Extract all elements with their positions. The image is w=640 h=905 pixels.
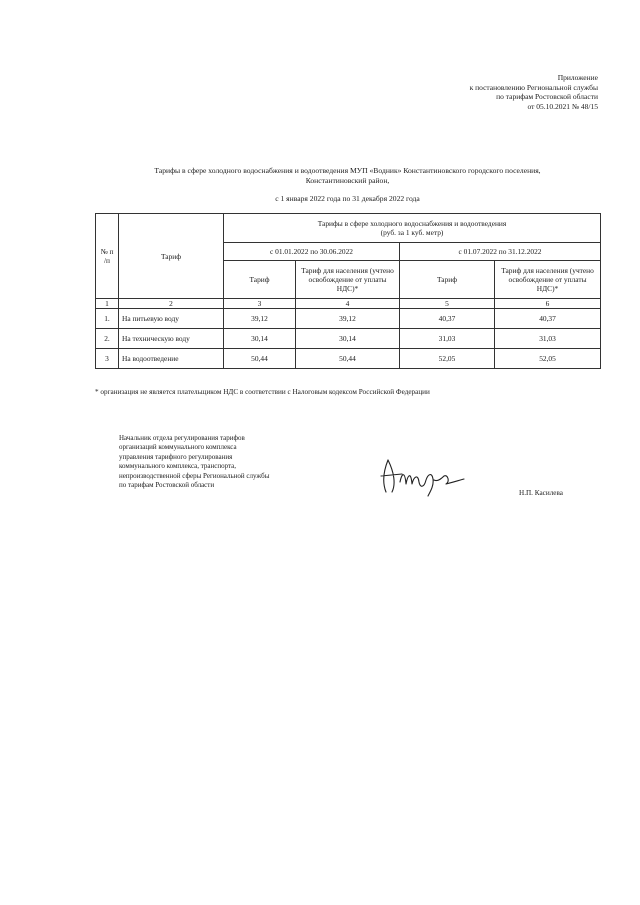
appendix-line-1: Приложение (557, 73, 598, 82)
position-line-5: непроизводственной сферы Региональной службы (119, 471, 270, 480)
row-value: 50,44 (296, 349, 400, 369)
table-row (96, 309, 601, 329)
header-group-line-1: Тарифы в сфере холодного водоснабжения и водоотведения (317, 219, 507, 228)
row-value: 31,03 (400, 329, 495, 349)
column-number: 6 (495, 299, 601, 309)
position-line-2: организаций коммунального комплекса (119, 443, 237, 452)
title-line-2: Константиновский район, (305, 176, 390, 185)
header-period-1: с 01.01.2022 по 30.06.2022 (224, 243, 400, 261)
row-number: 2. (96, 329, 119, 349)
row-value: 30,14 (224, 329, 296, 349)
header-group-line-2: (руб. за 1 куб. метр) (380, 228, 444, 237)
column-number: 1 (96, 299, 119, 309)
row-value: 39,12 (296, 309, 400, 329)
position-line-3: управления тарифного регулирования (119, 452, 233, 461)
row-value: 52,05 (495, 349, 601, 369)
column-number-row (96, 299, 601, 309)
row-value: 50,44 (224, 349, 296, 369)
row-tariff-name: На водоотведение (119, 349, 224, 369)
row-value: 39,12 (224, 309, 296, 329)
document-title (90, 166, 605, 186)
position-line-1: Начальник отдела регулирования тарифов (119, 434, 245, 442)
position-line-4: коммунального комплекса, транспорта, (119, 462, 237, 471)
appendix-line-4: от 05.10.2021 № 48/15 (527, 101, 598, 111)
row-value: 40,37 (495, 309, 601, 329)
appendix-line-2: к постановлению Региональной службы (469, 82, 598, 92)
table-row (96, 349, 601, 369)
tariff-table (95, 213, 601, 369)
column-number: 2 (119, 299, 224, 309)
title-line-1: Тарифы в сфере холодного водоснабжения и водоотведения МУП «Водник» Константиновского городского поселения, (154, 166, 541, 175)
vat-footnote: * организация не является плательщиком НДС в соответствии с Налоговым кодексом Российской Федерации (95, 388, 430, 396)
table-header-row (96, 214, 601, 243)
header-group (224, 214, 601, 243)
row-value: 31,03 (495, 329, 601, 349)
row-tariff-name: На техническую воду (119, 329, 224, 349)
row-value: 52,05 (400, 349, 495, 369)
header-number: № п /п (96, 214, 119, 299)
appendix-line-3: по тарифам Ростовской области (496, 92, 598, 101)
position-line-6: по тарифам Ростовской области (119, 481, 215, 490)
row-number: 1. (96, 309, 119, 329)
header-sub-population-2: Тариф для населения (учтено освобождение от уплаты НДС)* (495, 261, 601, 299)
appendix-header (470, 73, 598, 111)
signatory-position (119, 434, 269, 490)
header-sub-tariff-2: Тариф (400, 261, 495, 299)
row-number: 3 (96, 349, 119, 369)
header-tariff: Тариф (119, 214, 224, 299)
header-period-2: с 01.07.2022 по 31.12.2022 (400, 243, 601, 261)
table-row (96, 329, 601, 349)
handwritten-signature (378, 452, 468, 498)
column-number: 4 (296, 299, 400, 309)
row-value: 30,14 (296, 329, 400, 349)
row-value: 40,37 (400, 309, 495, 329)
column-number: 5 (400, 299, 495, 309)
header-sub-population-1: Тариф для населения (учтено освобождение от уплаты НДС)* (296, 261, 400, 299)
column-number: 3 (224, 299, 296, 309)
signer-name: Н.П. Касилева (519, 489, 563, 497)
header-sub-tariff-1: Тариф (224, 261, 296, 299)
document-period: с 1 января 2022 года по 31 декабря 2022 года (275, 194, 420, 203)
row-tariff-name: На питьевую воду (119, 309, 224, 329)
